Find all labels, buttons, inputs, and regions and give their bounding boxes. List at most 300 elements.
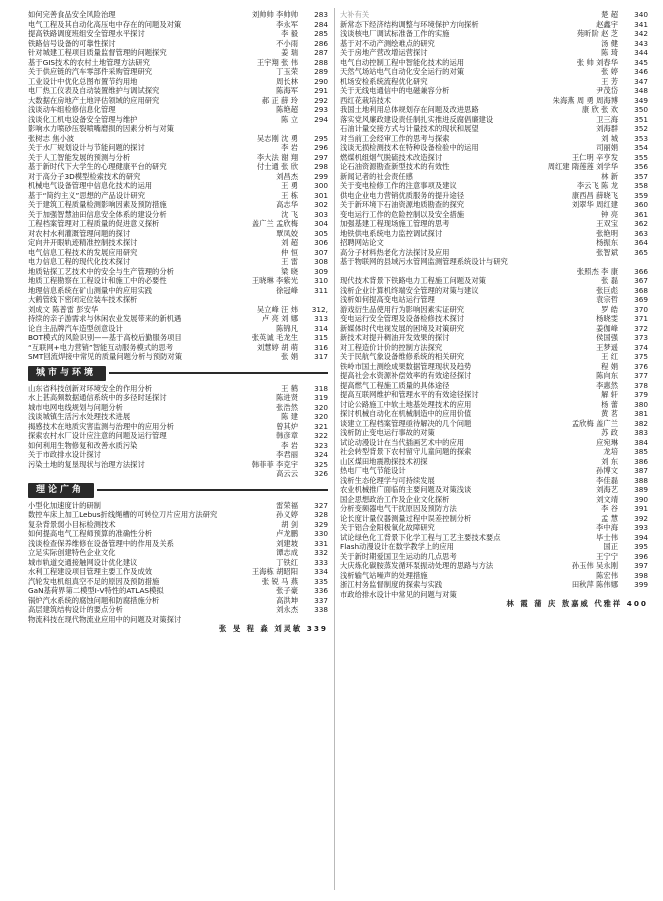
entry-authors: 刘翠华 周红建 [571,200,618,209]
entry-page-number: 361 [634,209,648,219]
entry-title: 高分子材料热老化方法探讨及应用 [340,247,450,257]
section-title: 城市与环境 [28,366,106,381]
entry-authors: 张 磊 [601,276,618,285]
entry-authors: 孟 慧 [601,513,618,523]
entry-authors: 李 谷 [601,504,618,513]
entry-title: 关于人工智能发展的预测与分析 [28,152,131,162]
entry-authors: 卢龙鹏 [276,529,298,538]
entry-title: 电气工程及其自动化高压电中存在的问题及对策 [28,19,182,29]
entry-page-number: 365 [634,247,648,257]
entry-title: 石油计量交接方式与计量技术的现状和展望 [340,124,479,133]
toc-entry [340,504,648,514]
toc-entry [28,605,328,615]
entry-page-number: 370 [634,304,648,314]
entry-page-number: 354 [634,143,648,152]
toc-entry [340,561,648,571]
entry-page-number: 323 [314,440,328,450]
entry-page-number: 283 [314,10,328,19]
toc-entry [340,390,648,400]
entry-page-number: 314 [314,323,328,333]
toc-entry [340,371,648,381]
entry-authors: 王 鹤 [281,383,298,393]
entry-authors: 陈艳超 [276,105,298,114]
toc-entry [28,67,328,77]
toc-entry [340,162,648,172]
section-header-city-environment [28,366,328,381]
entry-authors: 陈 琦 [601,48,618,57]
entry-title: 基于物联网的县域污水管网监测管理系统设计与研究 [340,257,508,266]
entry-page-number: 353 [634,133,648,143]
entry-authors: 王宇翔 张 伟 [256,57,298,67]
entry-authors: 卢 亮 刘 娜 [261,314,298,323]
toc-entry [28,105,328,115]
toc-entry [28,295,328,305]
toc-entry [28,548,328,558]
entry-title: 提高燃气工程施工质量的具体途径 [340,380,450,390]
entry-title: 山区煤田地震勘探技术初探 [340,456,428,466]
entry-page-number: 367 [634,276,648,285]
column-divider [334,8,335,890]
entry-title: 试论动漫设计在当代插画艺术中的应用 [340,437,465,447]
toc-entry [28,229,328,239]
toc-entry [28,596,328,606]
entry-authors: 刘文靖 [596,494,618,504]
entry-title: 新闻记者的社会责任感 [340,171,413,181]
toc-entry [340,542,648,552]
entry-page-number: 296 [314,143,328,152]
entry-authors: 王海栋 胡昭阳 [251,567,298,576]
entry-page-number: 324 [314,450,328,459]
toc-entry [340,495,648,505]
toc-entry [28,153,328,163]
entry-page-number: 328 [314,510,328,519]
entry-title: 试论绿色化工背景下化学工程与工艺主要技术要点 [340,532,501,542]
entry-title: 西红花栽培技术 [340,95,392,105]
toc-entry [340,172,648,182]
toc-entry [28,200,328,210]
entry-page-number: 352 [634,124,648,133]
toc-entry [28,431,328,441]
entry-title: 基于对不动产测绘难点的研究 [340,38,435,48]
entry-page-number: 285 [314,29,328,38]
entry-title: 铁路信号设备的可靠性探讨 [28,38,116,48]
entry-authors: 韩菲菲 李克宇 [251,459,298,469]
entry-title: 热电厂电气节能设计 [340,466,406,475]
entry-authors: 孙义婷 [276,510,298,519]
toc-entry [340,229,648,239]
entry-title: 浅谈无损检测技术在特种设备检验中的运用 [340,143,479,152]
toc-entry [28,510,328,520]
entry-title: 工业设计中优化总图布置节约用地 [28,76,138,86]
entry-page-number: 364 [634,238,648,247]
toc-entry [340,419,648,429]
entry-page-number: 373 [634,333,648,342]
toc-entry [340,58,648,68]
toc-entry [28,422,328,432]
entry-authors: 刘帅帅 李帅帅 [251,10,298,19]
entry-authors: 卫三海 [596,114,618,124]
entry-title: 电气信息工程技术的发展应用研究 [28,247,138,257]
entry-authors: 张智斌 [596,247,618,257]
toc-entry [340,343,648,353]
entry-page-number: 386 [634,456,648,466]
entry-title: 关于新环境下石油资源地质勘查的探究 [340,200,465,209]
toc-entry [28,96,328,106]
toc-entry [340,514,648,524]
entry-title: 小型化加速度计的研制 [28,500,101,510]
entry-page-number: 320 [314,402,328,412]
entry-authors: 李大法 谢 翔 [256,152,298,162]
toc-entry [340,333,648,343]
entry-authors: 张巨彪 [596,285,618,295]
right-footer-authors: 林 霞 蒲 庆 敖嘉威 代雅祥 400 [506,599,648,608]
entry-title: 浅析如何提高变电站运行管理 [340,295,435,304]
entry-page-number: 383 [634,428,648,437]
entry-title: 大补有关 [340,10,370,19]
entry-page-number: 362 [634,219,648,228]
toc-entry [340,248,648,258]
entry-title: 关于新时期爱国卫生运动的几点思考 [340,551,457,561]
toc-entry [28,181,328,191]
toc-entry [28,10,328,20]
entry-title: 关于民航气象设备维修系统的相关研究 [340,352,465,361]
entry-authors: 张 锐 马 燕 [261,576,298,586]
entry-authors: 钟 亮 [601,209,618,219]
entry-authors: 不小雨 [276,38,298,48]
entry-authors: 李 岩 [281,143,298,152]
entry-title: Flash动漫设计在数学教学上的应用 [340,542,454,551]
toc-entry [340,447,648,457]
entry-authors: 吴立峰 汪 炜 [256,304,298,314]
entry-authors: 尹茂岱 [596,86,618,95]
section-rule [109,372,328,374]
toc-entry [340,362,648,372]
toc-entry [28,460,328,470]
entry-page-number: 299 [314,171,328,181]
entry-authors: 刘永杰 [276,605,298,614]
entry-page-number: 303 [314,209,328,219]
entry-authors: 应宛琳 [596,437,618,447]
toc-entry [340,10,648,20]
toc-entry [340,381,648,391]
entry-title: 铁岭市国土测绘成果数据管理现状及趋势 [340,361,472,371]
entry-authors: 陈进贤 [276,393,298,402]
toc-entry [28,276,328,286]
entry-authors: 刘 东 [601,456,618,466]
entry-authors: 胡 剑 [281,519,298,529]
entry-page-number: 334 [314,567,328,576]
toc-entry [28,450,328,460]
entry-title: 浅谈化工机电设备安全管理与维护 [28,114,138,124]
entry-authors: 刘 超 [281,238,298,247]
toc-entry [340,438,648,448]
entry-authors: 曾其炉 [276,421,298,431]
entry-authors: 王 红 [601,352,618,361]
toc-entry [340,105,648,115]
entry-authors: 王双宝 [596,219,618,228]
toc-entry [340,191,648,201]
entry-authors: 高洪坤 [276,595,298,605]
toc-entry [340,134,648,144]
entry-authors: 盖广兰 孟欣梅 [251,219,298,228]
entry-authors: 梁 晓 [281,266,298,276]
entry-page-number: 287 [314,48,328,57]
entry-page-number: 304 [314,219,328,228]
entry-title: 农业机械推广面临的主要问题及对策浅谈 [340,485,472,494]
entry-authors: 姜 瑞 [281,48,298,57]
toc-entry [28,352,328,362]
entry-page-number: 310 [314,276,328,285]
entry-title: 市政给排水设计中常见的问题与对策 [340,589,457,599]
entry-page-number: 301 [314,190,328,200]
entry-page-number: 316 [314,342,328,352]
entry-title: 国企思想政治工作及企业文化探析 [340,494,450,504]
entry-title: 加强基建工程现场施工管理的思考 [340,219,450,228]
toc-entry [28,403,328,413]
entry-title: 供电企业电力营销优质服务的提升途径 [340,190,465,200]
entry-title: 机场安检系统流程优化研究 [340,76,428,86]
entry-page-number: 300 [314,181,328,190]
entry-page-number: 326 [314,469,328,478]
entry-page-number: 343 [634,38,648,48]
toc-entry [28,539,328,549]
entry-title: 关于市政排水设计探讨 [28,450,101,459]
entry-title: 如何完善食品安全风险治理 [28,10,116,19]
entry-title: 基于新时代下大学生的心理健康平台的研究 [28,162,167,171]
entry-authors: 苑昕阶 赵 芝 [576,29,618,38]
entry-page-number: 399 [634,580,648,589]
entry-page-number: 378 [634,380,648,390]
entry-authors: 徐冠峰 [276,285,298,295]
entry-authors: 侯国强 [596,333,618,342]
entry-title: 对工程造价计价的控制方法探究 [340,342,443,352]
entry-page-number: 288 [314,57,328,67]
entry-title: 关于铝合金阳极氧化故障研究 [340,523,435,532]
toc-entry [28,143,328,153]
entry-title: 浅谈城镇生活污水处理技术进展 [28,412,131,421]
toc-entry [28,248,328,258]
entry-page-number: 342 [634,29,648,38]
toc-entry [28,343,328,353]
entry-authors: 雷荣福 [276,500,298,510]
entry-title: 机械电气设备管理中信息化技术的运用 [28,181,153,190]
entry-authors: 刘海艺 [596,485,618,494]
entry-title: 提高铁路调度班组安全管理水平探讨 [28,29,145,38]
entry-title: 谈建立工程档案管理亟待解决的几个问题 [340,418,472,428]
toc-entry [340,305,648,315]
toc-entry [340,352,648,362]
entry-page-number: 374 [634,342,648,352]
entry-page-number: 312, [311,304,328,314]
entry-title: 关于加强智慧油田信息安全体系的建设分析 [28,209,167,219]
entry-authors: 沈 飞 [281,209,298,219]
entry-page-number: 292 [314,95,328,105]
toc-entry [28,267,328,277]
entry-authors: 张 婷 [601,67,618,76]
toc-entry [340,200,648,210]
entry-title: 物流科技在现代物流业应用中的问题及对策探讨 [28,614,182,624]
entry-authors: 罗 皓 [601,304,618,314]
entry-page-number: 305 [314,228,328,238]
entry-authors: 张浩然 [276,402,298,412]
entry-authors: 周长林 [276,76,298,86]
toc-entry [28,172,328,182]
entry-title: 关于房地产营改增运营探讨 [340,48,428,57]
entry-title: 刘成文 陈普雷 彭安华 [28,304,99,314]
toc-entry [340,124,648,134]
entry-title: 复杂背景弱小目标检测技术 [28,519,116,529]
entry-title: 新技术对提升稠油开发效果的探讨 [340,333,450,342]
entry-page-number: 306 [314,238,328,247]
entry-page-number: 317 [314,352,328,361]
entry-authors: 李 岩 [281,440,298,450]
entry-page-number: 395 [634,542,648,551]
entry-authors: 楚 超 [601,10,618,19]
entry-title: 城市电网电线规划与问题分析 [28,402,123,412]
toc-entry [28,384,328,394]
entry-page-number: 376 [634,361,648,371]
entry-page-number: 335 [314,576,328,586]
toc-entry [340,153,648,163]
entry-authors: 付士通 张 欣 [256,162,298,171]
entry-page-number: 393 [634,523,648,532]
toc-entry [340,219,648,229]
entry-page-number: 348 [634,86,648,95]
entry-title: 关于变电检修工作的注意事项及建议 [340,181,457,190]
toc-entry [28,529,328,539]
entry-page-number: 357 [634,171,648,181]
entry-title: 浅谈核电厂调试标准备工作的实施 [340,29,450,38]
entry-page-number: 318 [314,383,328,393]
entry-page-number: 345 [634,57,648,67]
entry-authors: 陈锦凡 [276,323,298,333]
toc-entry [340,466,648,476]
entry-page-number: 329 [314,519,328,529]
entry-title: 讨论公路施工中软土地基处理技术的应用 [340,399,472,409]
toc-entry [28,393,328,403]
entry-authors: 陈宏伟 [596,570,618,580]
entry-page-number: 394 [634,532,648,542]
toc-entry [28,286,328,296]
entry-title: 浅析防止变电运行事故的对策 [340,428,435,437]
left-entries-a [28,10,328,362]
entry-page-number: 331 [314,538,328,548]
entry-authors: 刘海群 [596,124,618,133]
entry-page-number: 351 [634,114,648,124]
entry-title: 地质工程勘察在工程设计和施工中的必要性 [28,276,167,285]
entry-title: 地质钻探工艺技术中的安全与生产管理的分析 [28,266,174,276]
entry-title: 对农村水利灌溉管理问题的探讨 [28,228,131,238]
entry-page-number: 382 [634,418,648,428]
entry-authors: 周红建 隋莲莲 刘学华 [547,162,618,171]
entry-authors: 黄 茗 [601,409,618,418]
entry-title: 论石油资源勘查新型技术的有效性 [340,162,450,171]
entry-authors: 王 芳 [601,76,618,86]
entry-authors: 李 毅 [281,29,298,38]
entry-title: 张树志 焦小波 [28,133,75,143]
entry-title: GaN基荷界第二模型Ⅰ-Ⅴ特性的ATLAS模拟 [28,586,164,595]
entry-page-number: 366 [634,266,648,276]
entry-authors: 杨振东 [596,238,618,247]
toc-entry [340,485,648,495]
entry-title: 大鹤管线下密闭定位装车技术探析 [28,295,138,304]
toc-entry [340,590,648,600]
entry-authors: 解 轩 [601,390,618,399]
toc-entry [28,577,328,587]
entry-authors: 程 娟 [601,361,618,371]
toc-entry [28,191,328,201]
entry-authors: 王 雷 [281,257,298,266]
entry-page-number: 375 [634,352,648,361]
entry-authors: 刘 城 [601,133,618,143]
entry-page-number: 368 [634,285,648,295]
toc-entry [340,409,648,419]
toc-entry [28,86,328,96]
entry-authors: 李永军 [276,19,298,29]
toc-entry [28,210,328,220]
toc-entry [28,48,328,58]
entry-authors: 韩彦章 [276,431,298,440]
entry-title: 关于建筑工程质量检测影响因素及预防措施 [28,200,167,209]
entry-page-number: 284 [314,19,328,29]
toc-entry [28,469,328,479]
entry-title: 基于GIS技术的农村土地管理方法研究 [28,57,150,67]
toc-entry [28,314,328,324]
toc-entry [340,86,648,96]
entry-page-number: 355 [634,152,648,162]
entry-page-number: 344 [634,48,648,57]
entry-title: 对于高分子3D模型检索技术的研究 [28,171,141,181]
entry-page-number: 319 [314,393,328,402]
toc-entry [340,20,648,30]
toc-entry [340,571,648,581]
entry-authors: 高云云 [276,469,298,478]
entry-authors: 谭志成 [276,548,298,557]
entry-title: 汽轮发电机组真空不足的原因及预防措施 [28,576,160,586]
entry-page-number: 333 [314,557,328,567]
entry-page-number: 336 [314,586,328,595]
entry-authors: 覃凤姣 [276,228,298,238]
entry-page-number: 320 [314,412,328,421]
toc-entry [340,181,648,191]
toc-entry [340,77,648,87]
entry-title: 大数据在房地产土地评估领域的应用研究 [28,95,160,105]
entry-authors: 王仁明 辛亨发 [571,152,618,162]
toc-entry [340,400,648,410]
entry-authors: 王宁宁 [596,551,618,561]
entry-title: 社会转型背景下农村留守儿童问题的探索 [340,447,472,456]
entry-page-number: 308 [314,257,328,266]
toc-entry [340,295,648,305]
entry-page-number: 390 [634,494,648,504]
entry-page-number: 298 [314,162,328,171]
entry-authors: 李中海 [596,523,618,532]
entry-title: 我国土地利用总体规划存在问题及改进思路 [340,105,479,114]
entry-page-number: 379 [634,390,648,399]
entry-authors: 国正 [603,542,618,551]
toc-entry [28,77,328,87]
entry-authors: 康西昌 薛晓飞 [571,190,618,200]
entry-title: 立足实际创建特色企业文化 [28,548,116,557]
entry-page-number: 338 [314,605,328,614]
entry-title: 基于“简约主义”思想的产品设计研究 [28,190,146,200]
entry-authors: 杨晓雯 [596,314,618,323]
entry-page-number: 358 [634,181,648,190]
toc-entry [340,580,648,590]
toc-entry [340,533,648,543]
entry-authors: 田秋萍 陈伟娜 [571,580,618,589]
entry-title: 天然气场站电气自动化安全运行的对策 [340,67,465,76]
